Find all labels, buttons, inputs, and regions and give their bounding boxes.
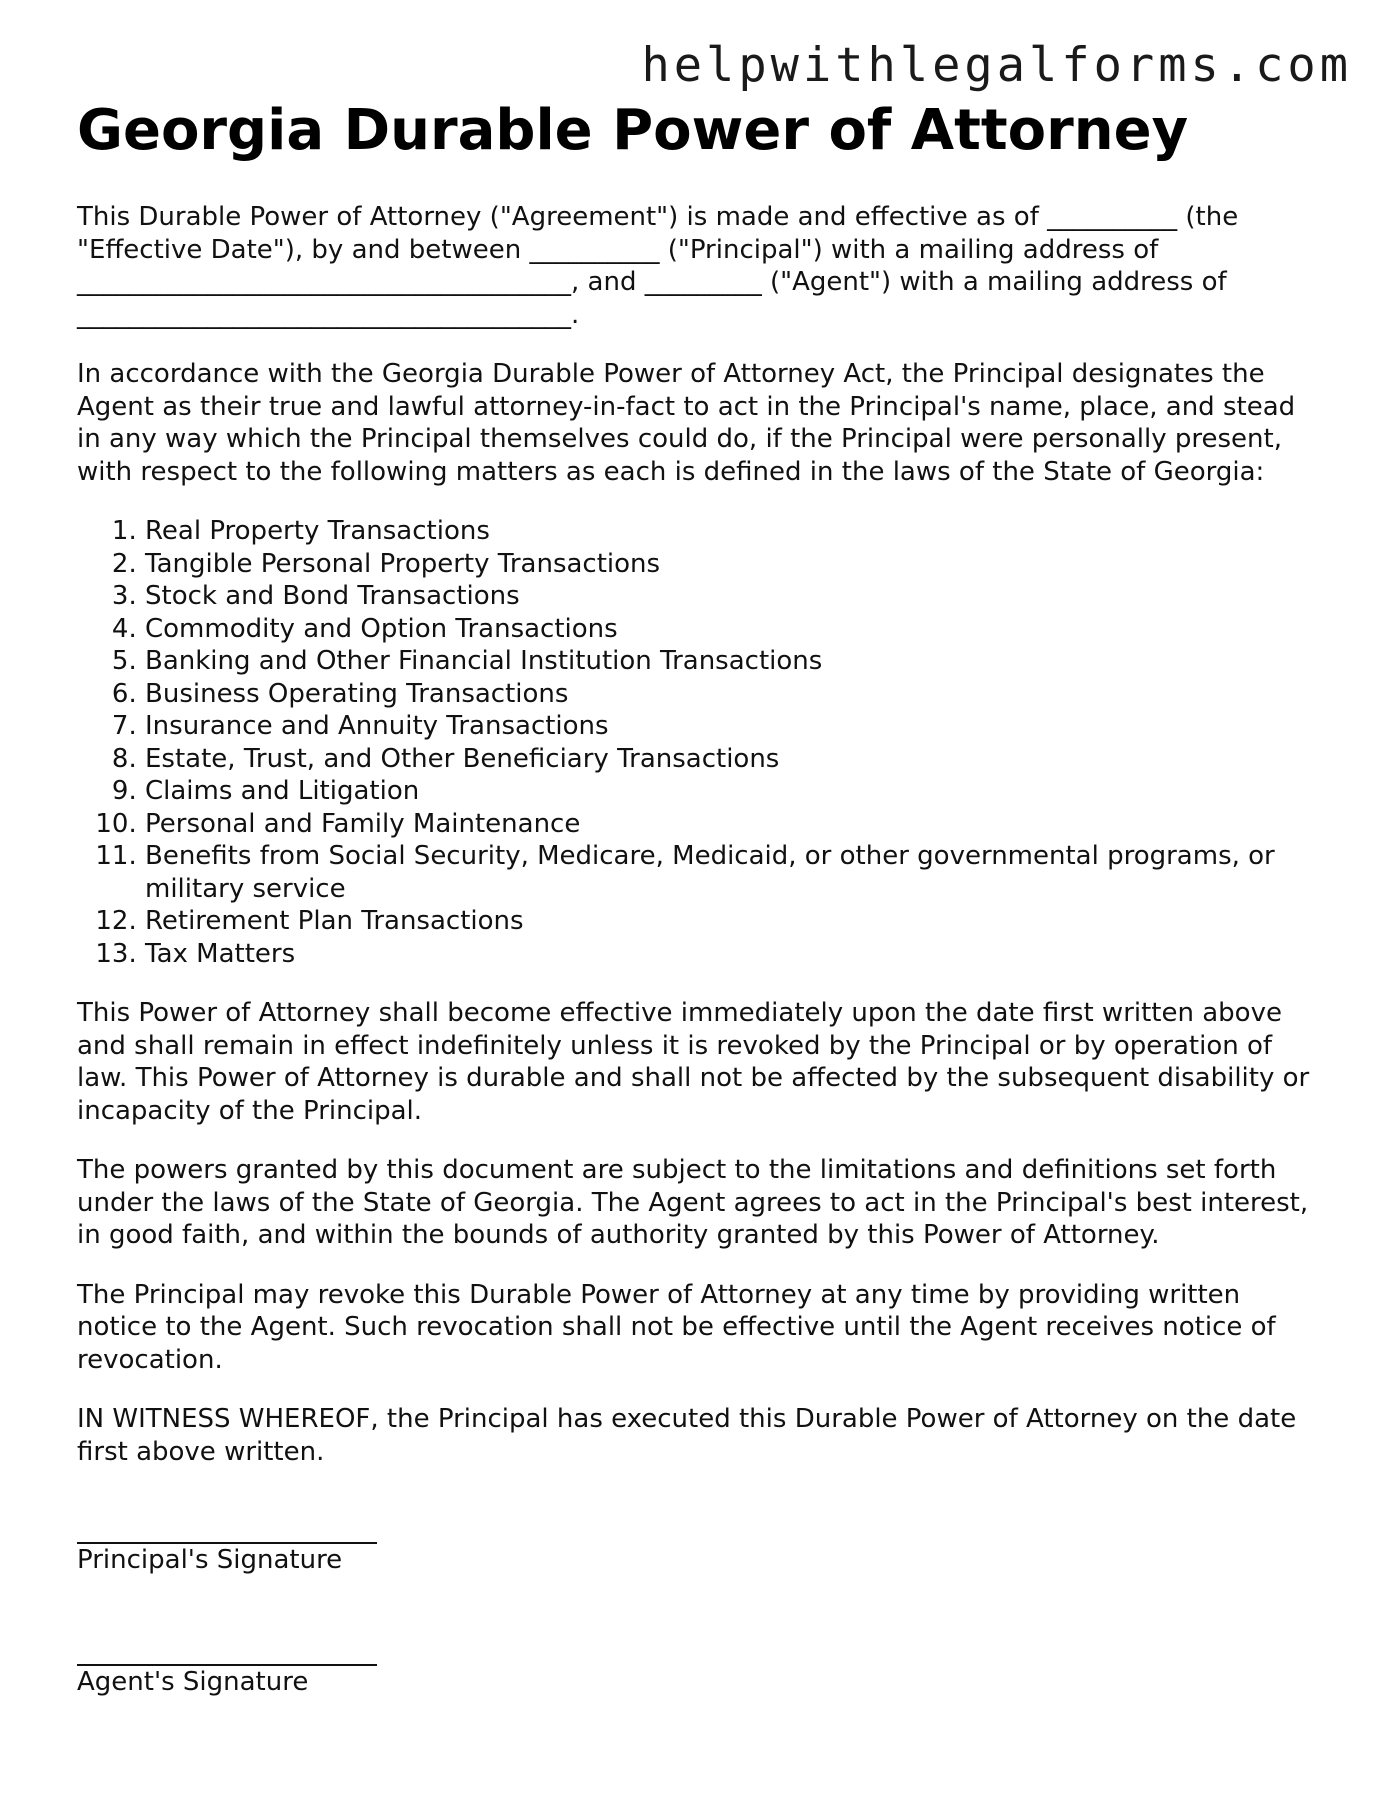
site-watermark: helpwithlegalforms.com xyxy=(641,38,1352,93)
list-item: 7. Insurance and Annuity Transactions xyxy=(145,710,1317,743)
agent-signature-line[interactable] xyxy=(77,1634,377,1666)
list-item: 3. Stock and Bond Transactions xyxy=(145,580,1317,613)
document xyxy=(77,95,1317,1756)
limitations-paragraph: The powers granted by this document are subject to the limitations and definitions set forth under the laws of the State of Georgia. The Agent agrees to act in the Principal's best interest, in good faith, and within the bounds of authority granted by this Power of Attorney. xyxy=(77,1155,1309,1250)
list-item: 13. Tax Matters xyxy=(145,938,1317,971)
principal-signature-label: Principal's Signature xyxy=(77,1545,343,1575)
list-item: 1. Real Property Transactions xyxy=(145,515,1317,548)
list-item: 5. Banking and Other Financial Institution Transactions xyxy=(145,645,1317,678)
list-item: 9. Claims and Litigation xyxy=(145,775,1317,808)
list-item: 10. Personal and Family Maintenance xyxy=(145,808,1317,841)
revocation-paragraph: The Principal may revoke this Durable Power of Attorney at any time by providing written notice to the Agent. Such revocation shall not be effective until the Agent receives notice of revocation. xyxy=(77,1279,1276,1375)
principal-signature-line[interactable] xyxy=(77,1512,377,1544)
list-item: 4. Commodity and Option Transactions xyxy=(145,613,1317,646)
agent-signature-label: Agent's Signature xyxy=(77,1667,309,1697)
list-item: 8. Estate, Trust, and Other Beneficiary Transactions xyxy=(145,743,1317,776)
witness-paragraph: IN WITNESS WHEREOF, the Principal has executed this Durable Power of Attorney on the date first above written. xyxy=(77,1404,1297,1467)
list-item: 11. Benefits from Social Security, Medicare, Medicaid, or other governmental programs, or military service xyxy=(145,840,1317,905)
document-title: Georgia Durable Power of Attorney xyxy=(77,98,1189,163)
list-item: 12. Retirement Plan Transactions xyxy=(145,905,1317,938)
signature-block xyxy=(77,1512,1317,1698)
intro-paragraph: This Durable Power of Attorney ("Agreement") is made and effective as of __________ (the "Effective Date"), by and between __________ ("Principal") with a mailing address of ______________________________________, and _________ ("Agent") with a mailing address of ______________________________________. xyxy=(77,202,1239,330)
designation-paragraph: In accordance with the Georgia Durable Power of Attorney Act, the Principal designates the Agent as their true and lawful attorney-in-fact to act in the Principal's name, place, and stead in any way which the Principal themselves could do, if the Principal were personally present, with respect to the following matters as each is defined in the laws of the State of Georgia: xyxy=(77,359,1296,487)
list-item: 2. Tangible Personal Property Transactions xyxy=(145,548,1317,581)
effective-paragraph: This Power of Attorney shall become effective immediately upon the date first written above and shall remain in effect indefinitely unless it is revoked by the Principal or by operation of law. This Power of Attorney is durable and shall not be affected by the subsequent disability or incapacity of the Principal. xyxy=(77,998,1310,1126)
matters-list xyxy=(77,515,1317,970)
list-item: 6. Business Operating Transactions xyxy=(145,678,1317,711)
